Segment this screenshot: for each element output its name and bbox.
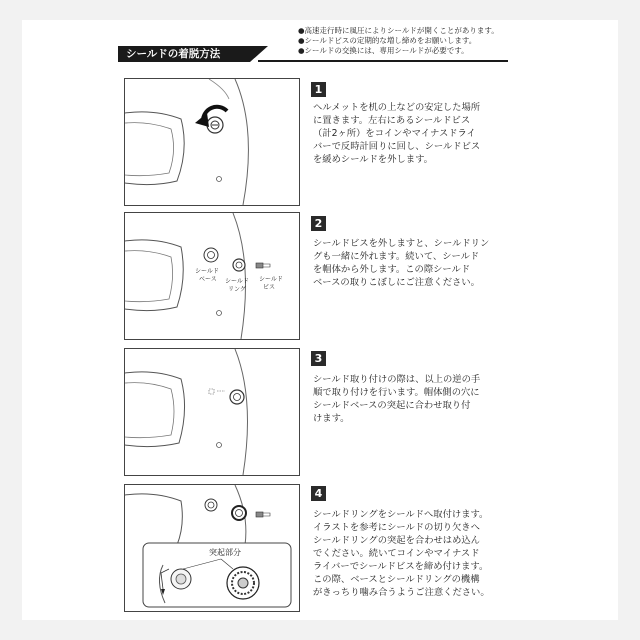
shield-ring-icon (232, 506, 246, 520)
text-line: シールドリングの突起を合わせはめ込ん (313, 535, 480, 546)
shield-base-icon (204, 248, 218, 262)
callout-label: 突起部分 (209, 548, 241, 557)
label-shield-screw: ビス (263, 284, 276, 291)
step-3-text (313, 373, 511, 425)
step-1-badge: 1 (311, 82, 326, 97)
text-line: 順で取り付けを行います。帽体側の穴に (313, 387, 480, 398)
text-line: （計2ヶ所）をコインやマイナスドライ (313, 128, 476, 139)
shield-screw-icon (256, 263, 263, 268)
step-1-illustration (124, 78, 300, 206)
label-shield-screw: シールド (259, 276, 283, 283)
label-shield-base: シールド (195, 268, 219, 275)
section-title-bar (118, 46, 508, 62)
label-shield-base: ベース (199, 276, 217, 283)
text-line: に置きます。左右にあるシールドビス (313, 115, 471, 126)
text-line: シールドリングをシールドへ取付けます。 (313, 509, 489, 520)
text-line: この際、ベースとシールドリングの機構 (313, 574, 480, 585)
step-3-badge: 3 (311, 351, 326, 366)
caution-note: ●高速走行時に風圧によりシールドが開くことがあります。 (298, 26, 499, 35)
label-shield-ring: シールド (225, 278, 249, 285)
step-2-text (313, 237, 511, 289)
label-shield-ring: リング (228, 286, 246, 293)
text-line: を緩めシールドを外します。 (313, 154, 433, 165)
step-4-badge: 4 (311, 486, 326, 501)
step-1-text (313, 101, 511, 166)
step-3-illustration (124, 348, 300, 476)
title-underline (258, 60, 508, 62)
text-line: シールドベースの突起に合わせ取り付 (313, 400, 471, 411)
text-line: イラストを参考にシールドの切り欠きへ (313, 522, 480, 533)
shield-screw-icon (256, 512, 263, 517)
text-line: シールド取り付けの際は、以上の逆の手 (313, 374, 481, 385)
text-line: グも一緒に外れます。続いて、シールド (313, 251, 480, 262)
section-title: シールドの着脱方法 (126, 48, 221, 60)
text-line: ライバーでシールドビスを締め付けます。 (313, 561, 489, 572)
shield-base-icon (230, 390, 244, 404)
step-4-illustration (124, 484, 300, 612)
text-line: バーで反時計回りに回し、シールドビス (313, 141, 481, 152)
text-line: ベースの取りこぼしにご注意ください。 (313, 277, 480, 288)
caution-note: ●シールドの交換には、専用シールドが必要です。 (298, 46, 469, 55)
step-2-badge: 2 (311, 216, 326, 231)
text-line: でください。続いてコインやマイナスド (313, 548, 480, 559)
text-line: がきっちり噛み合うようご注意ください。 (313, 587, 490, 598)
shield-ring-icon (233, 259, 245, 271)
text-line: けます。 (313, 413, 350, 424)
step-4-text (313, 508, 511, 599)
step-2-illustration (124, 212, 300, 340)
text-line: を帽体から外します。この際シールド (313, 264, 471, 275)
text-line: ヘルメットを机の上などの安定した場所 (313, 102, 481, 113)
caution-note: ●シールドビスの定期的な増し締めをお願いします。 (298, 36, 477, 45)
text-line: シールドビスを外しますと、シールドリン (313, 238, 490, 249)
